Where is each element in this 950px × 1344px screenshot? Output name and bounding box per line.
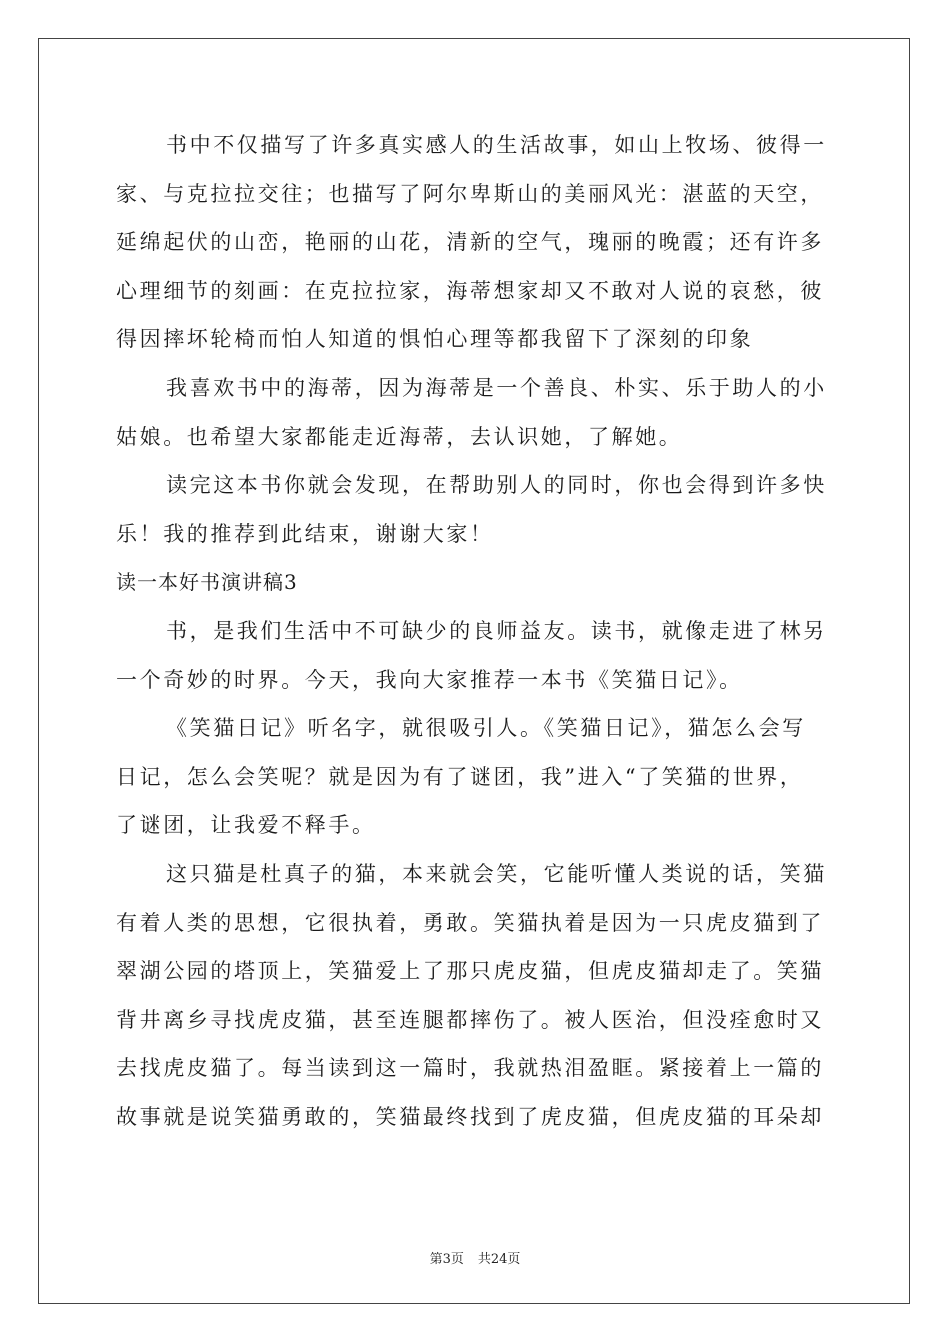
paragraph-line: 书，是我们生活中不可缺少的良师益友。读书，就像走进了林另 bbox=[166, 618, 827, 643]
paragraph-line: 一个奇妙的时界。今天，我向大家推荐一本书《笑猫日记》。 bbox=[116, 667, 743, 692]
paragraph-line: 有着人类的思想，它很执着，勇敢。笑猫执着是因为一只虎皮猫到了 bbox=[116, 910, 824, 935]
paragraph-line: 我喜欢书中的海蒂，因为海蒂是一个善良、朴实、乐于助人的小 bbox=[166, 375, 827, 400]
paragraph-line: 翠湖公园的塔顶上，笑猫爱上了那只虎皮猫，但虎皮猫却走了。笑猫 bbox=[116, 959, 824, 984]
paragraph-line: 去找虎皮猫了。每当读到这一篇时，我就热泪盈眶。紧接着上一篇的 bbox=[116, 1056, 824, 1081]
paragraph-line: 延绵起伏的山峦，艳丽的山花，清新的空气，瑰丽的晚霞；还有许多 bbox=[116, 230, 824, 255]
paragraph-line: 这只猫是杜真子的猫，本来就会笑，它能听懂人类说的话，笑猫 bbox=[166, 861, 827, 886]
paragraph-line: 背井离乡寻找虎皮猫，甚至连腿都摔伤了。被人医治，但没痊愈时又 bbox=[116, 1007, 824, 1032]
paragraph-line: 书中不仅描写了许多真实感人的生活故事，如山上牧场、彼得一 bbox=[166, 133, 827, 157]
section-heading: 读一本好书演讲稿3 bbox=[116, 570, 298, 595]
paragraph-line: 家、与克拉拉交往；也描写了阿尔卑斯山的美丽风光：湛蓝的天空， bbox=[116, 181, 824, 206]
document-body bbox=[116, 121, 832, 1141]
page-number: 第3页 bbox=[429, 1252, 464, 1267]
paragraph-line: 故事就是说笑猫勇敢的，笑猫最终找到了虎皮猫，但虎皮猫的耳朵却 bbox=[116, 1104, 824, 1129]
paragraph-line: 姑娘。也希望大家都能走近海蒂，去认识她，了解她。 bbox=[116, 424, 683, 449]
paragraph-line: 得因摔坏轮椅而怕人知道的惧怕心理等都我留下了深刻的印象 bbox=[116, 327, 754, 352]
paragraph-line: 心理细节的刻画：在克拉拉家，海蒂想家却又不敢对人说的哀愁，彼 bbox=[116, 278, 824, 303]
page-footer bbox=[0, 1248, 950, 1267]
paragraph-line: 日记，怎么会笑呢？就是因为有了谜团，我”进入“了笑猫的世界， bbox=[116, 764, 804, 789]
page-total: 共24页 bbox=[477, 1252, 521, 1267]
paragraph-line: 了谜团，让我爱不释手。 bbox=[116, 813, 376, 838]
paragraph-line: 读完这本书你就会发现，在帮助别人的同时，你也会得到许多快 bbox=[166, 473, 827, 498]
paragraph-line: 乐！我的推荐到此结束，谢谢大家！ bbox=[116, 521, 494, 546]
paragraph-line: 《笑猫日记》听名字，就很吸引人。《笑猫日记》，猫怎么会写 bbox=[166, 716, 806, 741]
